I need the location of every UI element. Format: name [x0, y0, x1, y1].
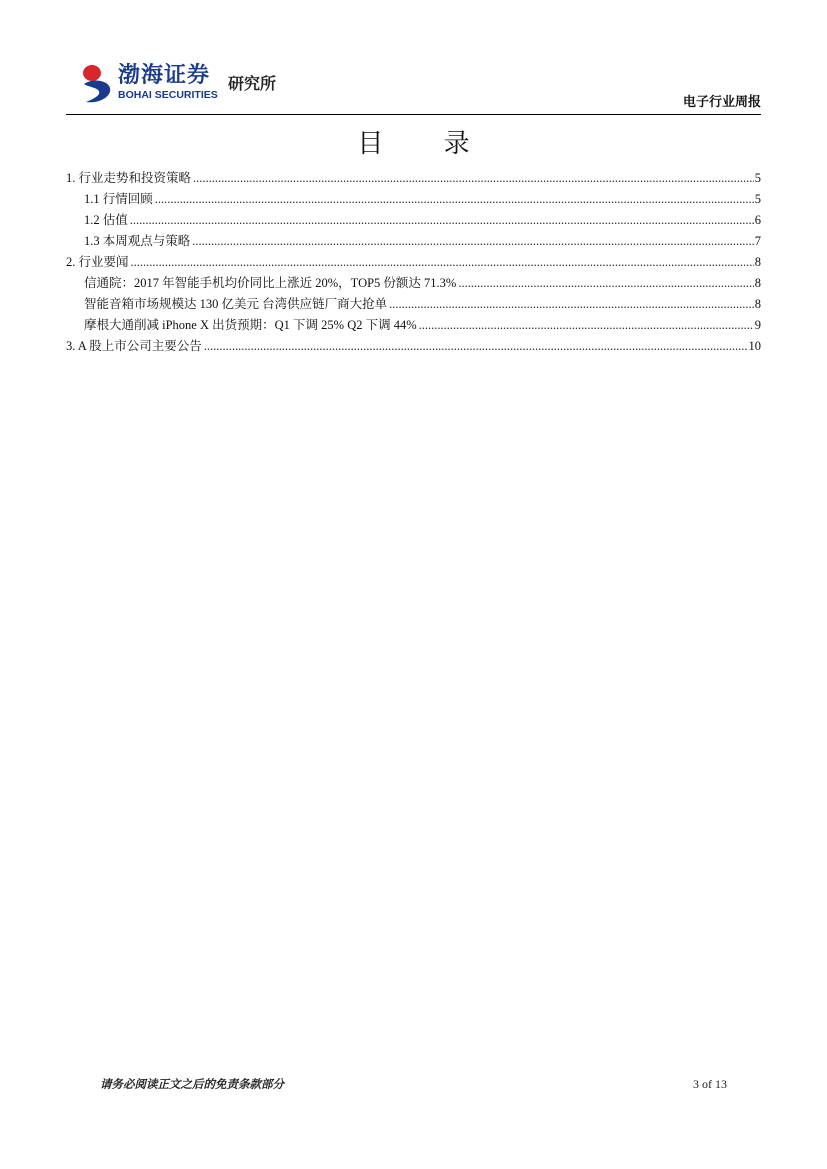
toc-entry-label: 2. 行业要闻 — [66, 255, 129, 269]
toc-dot-leader — [155, 189, 754, 210]
company-logo — [78, 62, 298, 106]
toc-entry[interactable] — [66, 189, 761, 210]
toc-dot-leader — [419, 315, 754, 336]
toc-entry-label: 1. 行业走势和投资策略 — [66, 171, 192, 185]
toc-entry[interactable] — [66, 210, 761, 231]
toc-dot-leader — [458, 273, 753, 294]
toc-entry-page: 9 — [754, 318, 761, 332]
toc-entry-page: 6 — [754, 213, 761, 227]
toc-entry-page: 5 — [754, 192, 761, 206]
toc-entry[interactable] — [66, 273, 761, 294]
toc-entry[interactable] — [66, 315, 761, 336]
toc-entry-page: 8 — [754, 297, 761, 311]
toc-dot-leader — [193, 168, 754, 189]
toc-entry-label: 信通院：2017 年智能手机均价同比上涨近 20%，TOP5 份额达 71.3% — [84, 276, 457, 290]
toc-dot-leader — [204, 336, 748, 357]
toc-entry-page: 8 — [754, 255, 761, 269]
toc-entry-label: 3. A 股上市公司主要公告 — [66, 339, 202, 353]
toc-entry[interactable] — [66, 336, 761, 357]
toc-dot-leader — [131, 252, 754, 273]
toc-entry-label: 1.2 估值 — [84, 213, 128, 227]
toc-entry-label: 1.3 本周观点与策略 — [84, 234, 191, 248]
toc-title: 目 录 — [357, 129, 496, 159]
toc-entry-label: 1.1 行情回顾 — [84, 192, 153, 206]
logo-chinese-name: 渤海证券 — [118, 63, 211, 88]
toc-entry-label: 摩根大通削减 iPhone X 出货预期：Q1 下调 25% Q2 下调 44% — [84, 318, 417, 332]
toc-entry-page: 10 — [748, 339, 761, 353]
bohai-logo-icon — [78, 64, 114, 104]
table-of-contents — [66, 168, 761, 357]
toc-entry[interactable] — [66, 252, 761, 273]
report-type: 电子行业周报 — [682, 95, 761, 110]
toc-entry-label: 智能音箱市场规模达 130 亿美元 台湾供应链厂商大抢单 — [84, 297, 388, 311]
toc-entry-page: 7 — [754, 234, 761, 248]
toc-entry[interactable] — [66, 168, 761, 189]
institute-name: 研究所 — [228, 74, 277, 93]
logo-english-name: BOHAI SECURITIES — [118, 89, 218, 101]
toc-entry[interactable] — [66, 294, 761, 315]
toc-entry[interactable] — [66, 231, 761, 252]
footer-disclaimer: 请务必阅读正文之后的免责条款部分 — [100, 1077, 284, 1091]
toc-dot-leader — [389, 294, 754, 315]
toc-dot-leader — [192, 231, 753, 252]
page-number: 3 of 13 — [693, 1077, 727, 1091]
toc-entry-page: 5 — [754, 171, 761, 185]
toc-dot-leader — [130, 210, 754, 231]
toc-entry-page: 8 — [754, 276, 761, 290]
header-divider — [66, 114, 761, 115]
